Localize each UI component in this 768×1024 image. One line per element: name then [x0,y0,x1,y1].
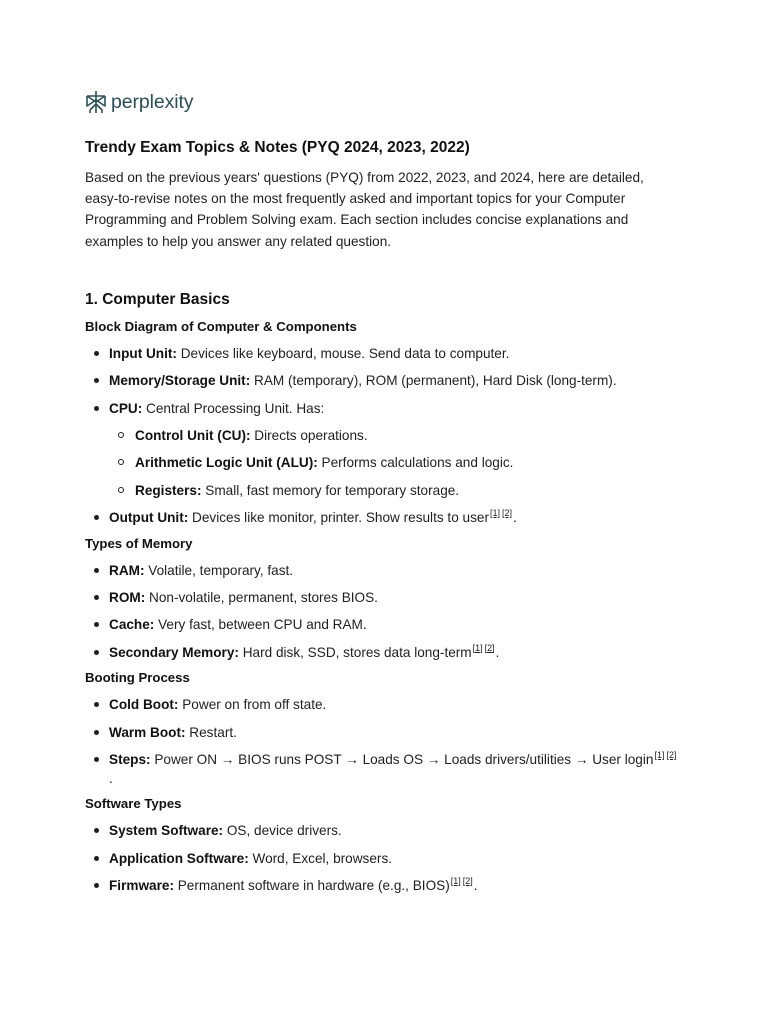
list-item [85,876,685,895]
list-text: Directs operations. [250,427,368,443]
list-text: Restart. [185,724,237,740]
list-item [85,399,685,500]
perplexity-logo-icon [85,90,107,114]
list-text: Permanent software in hardware (e.g., BIOS) [173,878,450,894]
list-item [85,588,685,607]
list-text: OS, device drivers. [223,823,342,839]
list-item [85,371,685,390]
list-term: Steps: [109,751,151,767]
document-title: Trendy Exam Topics & Notes (PYQ 2024, 2023, 2022) [85,139,470,156]
document-page [85,88,685,903]
list-term: RAM: [109,562,145,578]
sub-list-item [109,481,685,500]
list-term: Control Unit (CU): [135,427,251,443]
list-text: Hard disk, SSD, stores data long-term [238,644,472,660]
subheading-booting-process: Booting Process [85,670,190,686]
brand-logo[interactable] [85,88,685,116]
list-end: . [109,770,113,786]
list-end: . [473,878,478,894]
citation-link[interactable]: [1] [472,642,483,653]
block-diagram-list [85,344,685,527]
list-term: Output Unit: [109,510,189,526]
list-term: Application Software: [109,850,249,866]
list-end: . [513,510,517,526]
memory-types-list [85,561,685,662]
list-item [85,723,685,742]
list-text: Small, fast memory for temporary storage. [201,482,460,498]
list-text: Very fast, between CPU and RAM. [154,617,367,633]
software-types-list [85,821,685,895]
section-heading-computer-basics: 1. Computer Basics [85,290,230,308]
list-term: CPU: [109,400,143,416]
list-item [85,849,685,868]
brand-name: perplexity [111,90,194,113]
list-text: Word, Excel, browsers. [248,850,393,866]
list-item [85,695,685,714]
citation-link[interactable]: [1] [654,749,665,760]
sub-list-item [109,453,685,472]
list-term: Arithmetic Logic Unit (ALU): [135,455,318,471]
list-text: Devices like keyboard, mouse. Send data to computer. [176,345,510,361]
list-term: ROM: [109,589,146,605]
list-item [85,508,685,527]
subheading-software-types: Software Types [85,796,182,812]
list-text: RAM (temporary), ROM (permanent), Hard Disk (long-term). [250,373,617,389]
list-end: . [495,644,500,660]
citation-link[interactable]: [1] [489,508,500,519]
citation-link[interactable]: [1] [450,876,461,887]
list-term: Cold Boot: [109,697,179,713]
list-term: Registers: [135,482,202,498]
list-text: Devices like monitor, printer. Show results to user [188,510,489,526]
citation-link[interactable]: [2] [484,642,495,653]
list-term: System Software: [109,823,224,839]
citation-link[interactable]: [2] [666,749,677,760]
list-text: Non-volatile, permanent, stores BIOS. [145,589,378,605]
intro-paragraph: Based on the previous years' questions (PYQ) from 2022, 2023, and 2024, here are detailed, easy-to-revise notes on the most frequently asked and important topics for your Computer Programming and Problem Solving exam. Each section includes concise explanations and examples to help you answer any related question. [85,170,644,249]
list-text: Power ON → BIOS runs POST → Loads OS → Loads drivers/utilities → User login [150,751,654,767]
list-item [85,344,685,363]
list-text: Central Processing Unit. Has: [142,400,325,416]
list-item [85,750,681,788]
list-item [85,821,685,840]
booting-list [85,695,685,788]
subheading-types-of-memory: Types of Memory [85,535,193,551]
cpu-sub-list [109,426,685,500]
list-term: Firmware: [109,878,174,894]
list-term: Cache: [109,617,155,633]
subheading-block-diagram: Block Diagram of Computer & Components [85,318,357,334]
list-term: Memory/Storage Unit: [109,373,251,389]
sub-list-item [109,426,685,445]
list-item [85,643,685,662]
list-term: Warm Boot: [109,724,186,740]
list-text: Power on from off state. [178,697,327,713]
citation-link[interactable]: [2] [462,876,473,887]
list-text: Volatile, temporary, fast. [144,562,294,578]
list-item [85,561,685,580]
list-term: Secondary Memory: [109,644,239,660]
list-term: Input Unit: [109,345,177,361]
citation-link[interactable]: [2] [502,508,513,519]
list-item [85,615,685,634]
list-text: Performs calculations and logic. [317,455,514,471]
